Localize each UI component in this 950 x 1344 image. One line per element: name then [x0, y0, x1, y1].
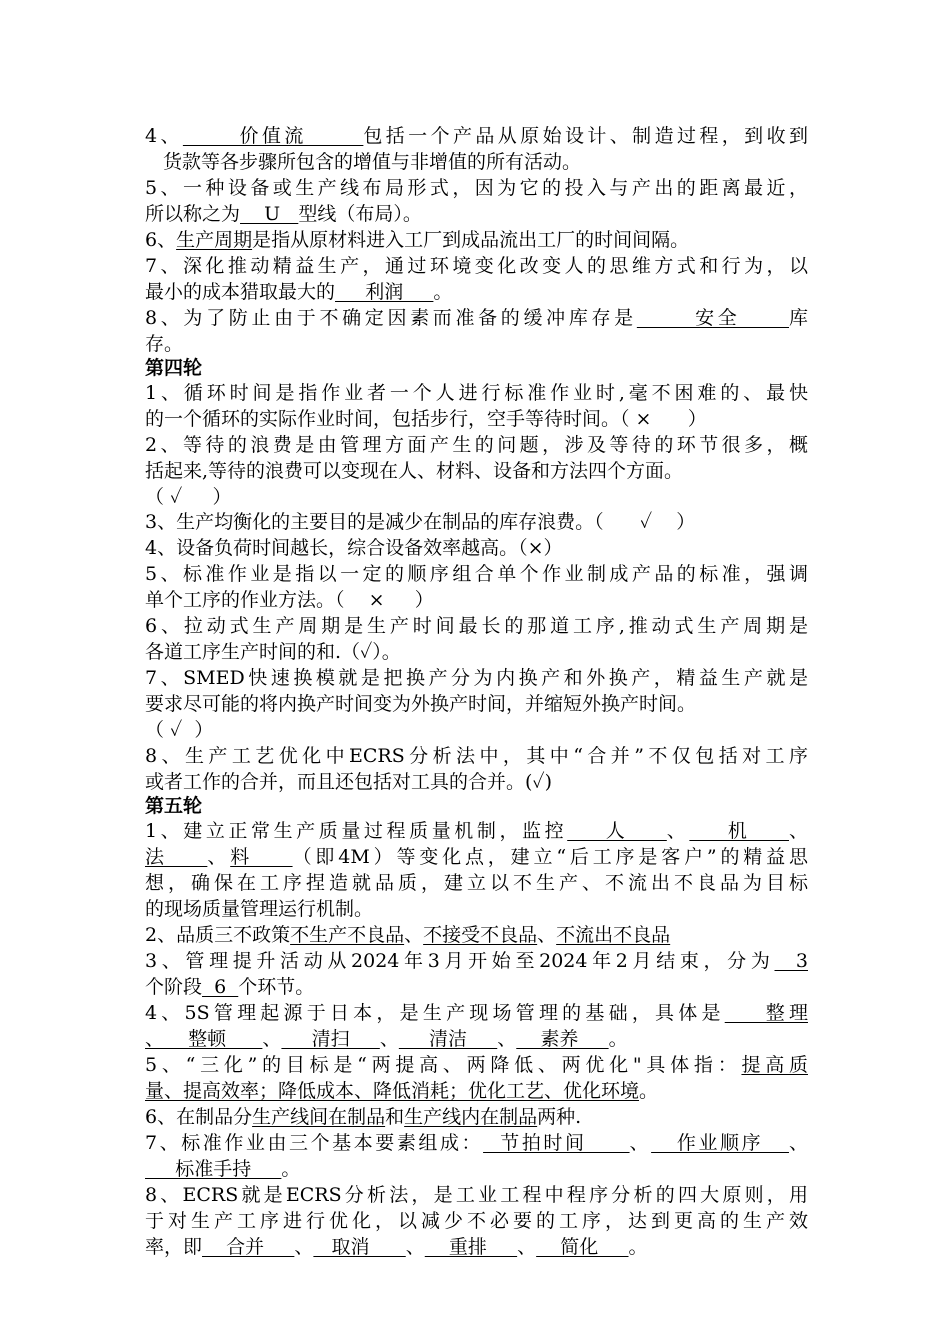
answer-blank: 机 [689, 820, 789, 842]
text-line [145, 1052, 808, 1078]
answer-blank: 价值流 [182, 125, 364, 147]
text-line [145, 1156, 808, 1182]
text-run: 、 [294, 1236, 314, 1258]
answer-blank: 量、提高效率；降低成本、降低消耗；优化工艺、优化环境 [145, 1080, 640, 1102]
text-run: 5、一种设备或生产线布局形式，因为它的投入与产出的距离最近， [145, 177, 808, 199]
text-run: 。 [608, 1028, 628, 1050]
text-run: 第四轮 [145, 357, 203, 379]
text-line [145, 1208, 808, 1234]
text-run: 、 [629, 1132, 652, 1154]
text-line [145, 870, 808, 896]
text-run: 个环节。 [238, 976, 315, 998]
answer-blank: 不生产不良品 [290, 924, 405, 946]
text-run: 7、标准作业由三个基本要素组成： [145, 1132, 484, 1154]
text-run: 、 [517, 1236, 537, 1258]
text-run: （ ✓ ） [145, 719, 214, 741]
text-run: 包括一个产品从原始设计、制造过程，到收到 [363, 125, 808, 147]
text-run: 2、等待的浪费是由管理方面产生的问题，涉及等待的环节很多，概 [145, 434, 808, 456]
text-line [145, 1130, 808, 1156]
text-run: 7、深化推动精益生产，通过环境变化改变人的思维方式和行为，以 [145, 255, 808, 277]
text-line [145, 201, 808, 227]
answer-blank: 人 [567, 820, 667, 842]
answer-blank: 利润 [335, 281, 434, 303]
text-line [145, 896, 808, 922]
text-line [145, 844, 808, 870]
text-run: 、 [666, 820, 690, 842]
answer-blank: 作业顺序 [651, 1132, 789, 1154]
answer-blank: 料 [230, 846, 293, 868]
text-run: 最小的成本猎取最大的 [145, 281, 336, 303]
text-line [145, 1078, 808, 1104]
text-run: 。 [433, 281, 453, 303]
text-line [145, 484, 808, 510]
text-run: （即4M）等变化点，建立“后工序是客户”的精益思 [292, 846, 808, 868]
text-run: 3、生产均衡化的主要目的是减少在制品的库存浪费。（ ✓ ） [145, 511, 696, 533]
text-run: 。 [628, 1236, 648, 1258]
text-run: 想，确保在工序捏造就品质，建立以不生产、不流出不良品为目标 [145, 872, 808, 894]
text-line [145, 227, 808, 253]
text-line [145, 458, 808, 484]
text-run: 、 [497, 1028, 517, 1050]
answer-blank: 3 [774, 950, 808, 972]
answer-blank: 重排 [424, 1236, 518, 1258]
text-line [145, 509, 808, 535]
text-line [145, 587, 808, 613]
text-line [145, 561, 808, 587]
text-run: 、 [262, 1028, 282, 1050]
answer-blank: 提高质 [741, 1054, 808, 1076]
answer-blank: 安全 [636, 307, 789, 329]
text-run: 个阶段 [145, 976, 203, 998]
text-run: 、 [404, 924, 424, 946]
text-line [145, 974, 808, 1000]
text-line [145, 175, 808, 201]
text-run: 要求尽可能的将内换产时间变为外换产时间，并缩短外换产时间。 [145, 693, 697, 715]
text-run: 6、在制品分 [145, 1106, 253, 1128]
text-run: 。 [281, 1158, 301, 1180]
text-line [145, 691, 808, 717]
section-heading [145, 355, 202, 381]
text-run: 存。 [145, 333, 184, 355]
text-line [145, 613, 808, 639]
text-run: 2、品质三不政策 [145, 924, 291, 946]
answer-blank: 、 整顿 [145, 1028, 263, 1050]
text-run: 、 [537, 924, 557, 946]
text-run: 8、为了防止由于不确定因素而准备的缓冲库存是 [145, 307, 637, 329]
text-line [145, 1182, 808, 1208]
text-run: 和 [385, 1106, 405, 1128]
text-run: （ ✓ ） [145, 486, 232, 508]
text-line [145, 922, 808, 948]
text-run: 6、拉动式生产周期是生产时间最长的那道工序,推动式生产周期是 [145, 615, 808, 637]
text-line [145, 639, 808, 665]
answer-blank: 法 [145, 846, 208, 868]
text-line [145, 717, 808, 743]
text-run: 8、ECRS就是ECRS分析法，是工业工程中程序分析的四大原则，用 [145, 1184, 808, 1206]
section-heading [145, 793, 202, 819]
text-line [145, 253, 808, 279]
answer-blank: 节拍时间 [483, 1132, 630, 1154]
text-run: 1、建立正常生产质量过程质量机制，监控 [145, 820, 568, 842]
text-run: 各道工序生产时间的和.（✓）。 [145, 641, 401, 663]
text-run: 是指从原材料进入工厂到成品流出工厂的时间间隔。 [252, 229, 690, 251]
text-line [163, 149, 808, 175]
text-run: 率，即 [145, 1236, 203, 1258]
text-line [145, 743, 808, 769]
text-run: 7、SMED快速换模就是把换产分为内换产和外换产，精益生产就是 [145, 667, 808, 689]
answer-blank: 清洁 [398, 1028, 498, 1050]
answer-blank: 不流出不良品 [556, 924, 671, 946]
text-run: 或者工作的合并，而且还包括对工具的合并。(✓) [145, 771, 553, 793]
answer-blank: 整理 [724, 1002, 808, 1024]
text-line [145, 948, 808, 974]
text-run: 8、生产工艺优化中ECRS分析法中，其中“合并”不仅包括对工序 [145, 745, 808, 767]
text-run: 、 [788, 820, 808, 842]
answer-blank: 素养 [516, 1028, 609, 1050]
text-run: 于对生产工序进行优化，以减少不必要的工序，达到更高的生产效 [145, 1210, 808, 1232]
text-run: 4、5S管理起源于日本，是生产现场管理的基础，具体是 [145, 1002, 725, 1024]
text-line [145, 1104, 808, 1130]
text-run: 两种. [537, 1106, 582, 1128]
text-run: 、 [405, 1236, 425, 1258]
text-run: 所以称之为 [145, 203, 241, 225]
text-run: 1、循环时间是指作业者一个人进行标准作业时,毫不困难的、最快 [145, 382, 808, 404]
text-line [145, 380, 808, 406]
text-run: 3、管理提升活动从2024年3月开始至2024年2月结束，分为 [145, 950, 775, 972]
text-run: 单个工序的作业方法。（ × ） [145, 589, 434, 611]
text-run: 货款等各步骤所包含的增值与非增值的所有活动。 [163, 151, 582, 173]
text-run: 、 [207, 846, 231, 868]
answer-blank: 合并 [202, 1236, 295, 1258]
text-line [145, 1000, 808, 1026]
text-line [145, 665, 808, 691]
text-run: 5、标准作业是指以一定的顺序组合单个作业制成产品的标准，强调 [145, 563, 808, 585]
answer-blank: 取消 [313, 1236, 406, 1258]
answer-blank: 不接受不良品 [423, 924, 538, 946]
answer-blank: 清扫 [281, 1028, 380, 1050]
text-line [145, 1026, 808, 1052]
answer-blank: U [240, 203, 299, 225]
text-run: 。 [639, 1080, 659, 1102]
answer-blank: 生产周期 [176, 229, 253, 251]
answer-blank: 简化 [536, 1236, 629, 1258]
answer-blank: 生产线间在制品 [252, 1106, 386, 1128]
answer-blank: 6 [202, 976, 239, 998]
answer-blank: 标准手持 [145, 1158, 282, 1180]
text-run: 4、 [145, 125, 183, 147]
text-run: 的现场质量管理运行机制。 [145, 898, 374, 920]
text-run: 型线（布局）。 [298, 203, 422, 225]
text-run: 的一个循环的实际作业时间，包括步行，空手等待时间。（ × ） [145, 408, 707, 430]
text-line [145, 818, 808, 844]
text-run: 、 [379, 1028, 399, 1050]
text-line [145, 279, 808, 305]
text-run: 4、设备负荷时间越长，综合设备效率越高。（×） [145, 537, 563, 559]
text-line [145, 305, 808, 331]
text-line [145, 406, 808, 432]
text-run: 第五轮 [145, 795, 203, 817]
text-line [145, 535, 808, 561]
text-run: 6、 [145, 229, 177, 251]
text-run: 库 [789, 307, 808, 329]
text-run: 5、“三化”的目标是“两提高、两降低、两优化"具体指： [145, 1054, 742, 1076]
answer-blank: 生产线内在制品 [404, 1106, 538, 1128]
text-line [145, 769, 808, 795]
text-line [145, 331, 808, 357]
text-line [145, 123, 808, 149]
text-line [145, 1234, 808, 1260]
text-run: 、 [788, 1132, 808, 1154]
text-run: 括起来,等待的浪费可以变现在人、材料、设备和方法四个方面。 [145, 460, 684, 482]
text-line [145, 432, 808, 458]
